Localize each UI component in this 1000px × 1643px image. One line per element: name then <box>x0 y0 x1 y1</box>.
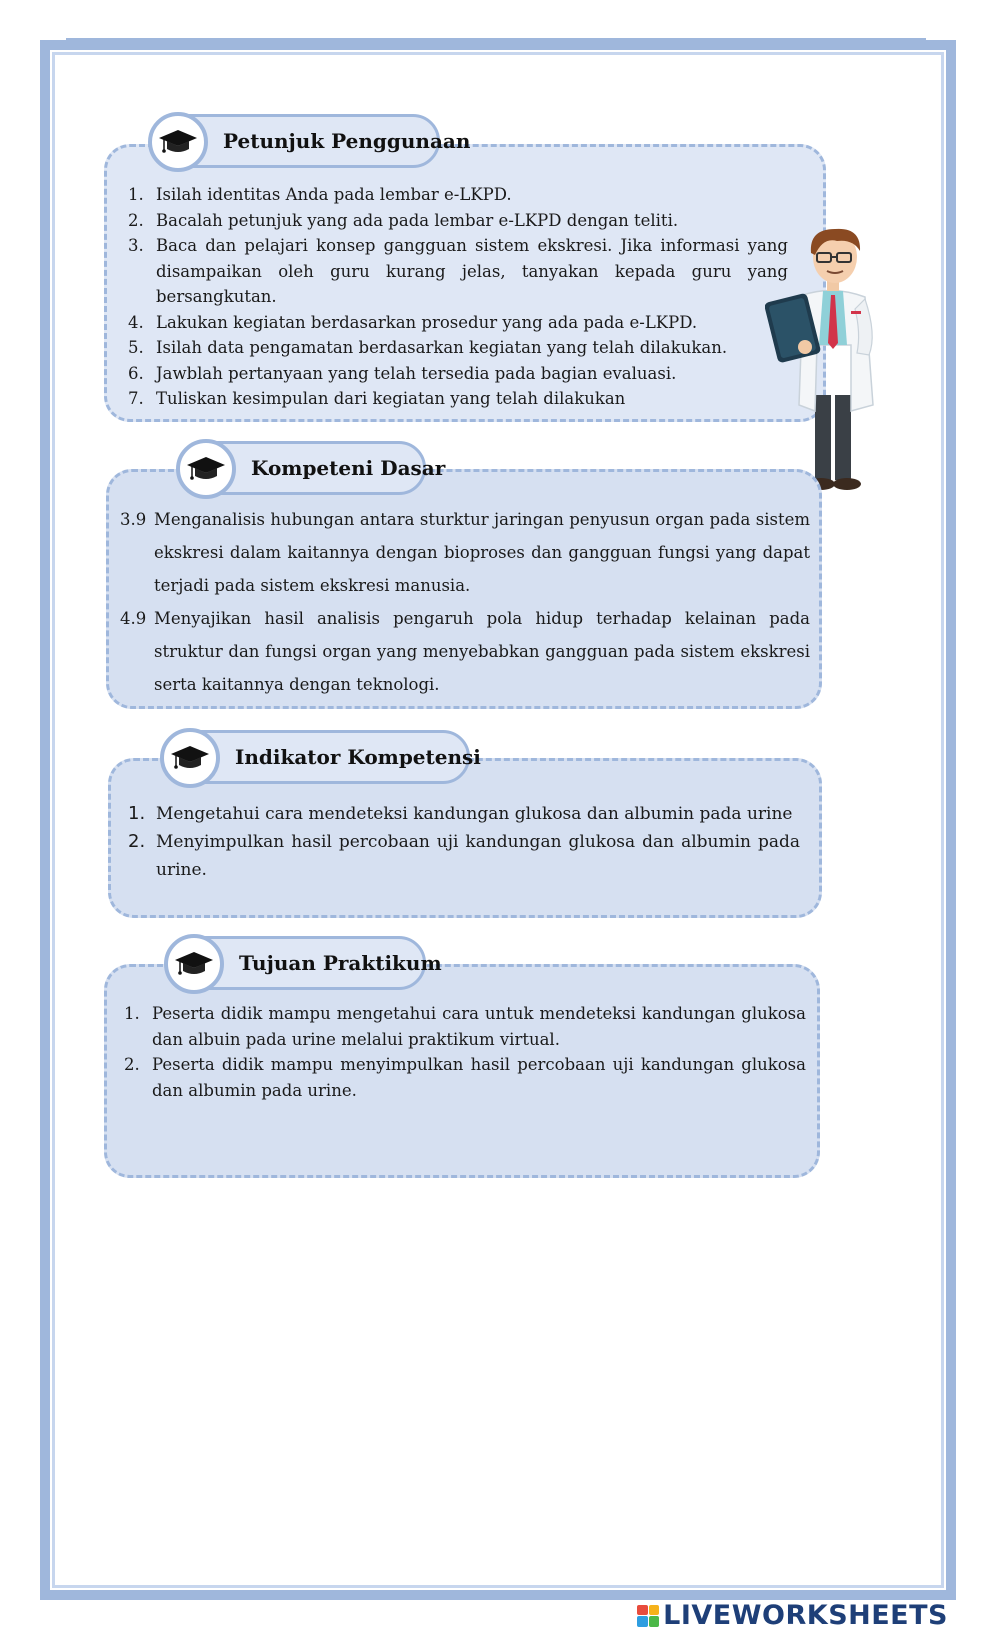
kompeteni-badge <box>176 439 236 499</box>
doctor-illustration <box>765 225 885 495</box>
graduation-cap-icon <box>186 455 226 483</box>
list-item: 1. Peserta didik mampu mengetahui cara untuk mendeteksi kandungan glukosa dan albuin pada urine melalui praktikum virtual. <box>124 1004 806 1049</box>
page-frame-bottom-bar <box>66 1592 926 1600</box>
petunjuk-title: Petunjuk Penggunaan <box>223 129 471 153</box>
list-item: 3.9 Menganalisis hubungan antara sturktur jaringan penyusun organ pada sistem ekskresi dalam kaitannya dengan bioproses dan gangguan fungsi yang dapat terjadi pada sistem ekskresi manusia. <box>120 510 810 595</box>
list-item: 2. Bacalah petunjuk yang ada pada lembar e-LKPD dengan teliti. <box>128 210 679 230</box>
indikator-badge <box>160 728 220 788</box>
graduation-cap-icon <box>170 744 210 772</box>
kompeteni-title: Kompeteni Dasar <box>251 456 446 480</box>
liveworksheets-icon <box>637 1605 659 1627</box>
list-item: 3. Baca dan pelajari konsep gangguan sistem ekskresi. Jika informasi yang disampaikan oleh guru kurang jelas, tanyakan kepada guru yang bersangkutan. <box>128 236 788 306</box>
petunjuk-list <box>120 182 788 412</box>
petunjuk-badge <box>148 112 208 172</box>
kompeteni-list <box>120 503 810 701</box>
tujuan-badge <box>164 934 224 994</box>
list-item: 2. Peserta didik mampu menyimpulkan hasil percobaan uji kandungan glukosa dan albumin pada urine. <box>124 1055 806 1100</box>
list-item: 4.9 Menyajikan hasil analisis pengaruh pola hidup terhadap kelainan pada struktur dan fungsi organ yang menyebabkan gangguan pada sistem ekskresi serta kaitannya dengan teknologi. <box>120 609 810 694</box>
list-item: 4. Lakukan kegiatan berdasarkan prosedur yang ada pada e-LKPD. <box>128 312 698 332</box>
footer-brand: LIVEWORKSHEETS <box>663 1600 948 1631</box>
graduation-cap-icon <box>174 950 214 978</box>
indikator-list <box>120 800 800 884</box>
graduation-cap-icon <box>158 128 198 156</box>
list-item: 6. Jawblah pertanyaan yang telah tersedia pada bagian evaluasi. <box>128 363 677 383</box>
liveworksheets-logo <box>637 1600 948 1631</box>
list-item: 1. Mengetahui cara mendeteksi kandungan glukosa dan albumin pada urine <box>128 803 793 824</box>
list-item: 1. Isilah identitas Anda pada lembar e-LKPD. <box>128 185 512 204</box>
list-item: 5. Isilah data pengamatan berdasarkan kegiatan yang telah dilakukan. <box>128 338 728 357</box>
list-item: 2. Menyimpulkan hasil percobaan uji kandungan glukosa dan albumin pada urine. <box>128 831 800 880</box>
indikator-title: Indikator Kompetensi <box>235 745 481 769</box>
tujuan-list <box>116 1001 806 1103</box>
tujuan-title: Tujuan Praktikum <box>239 951 442 975</box>
page-frame-top-bar <box>66 38 926 46</box>
list-item: 7. Tuliskan kesimpulan dari kegiatan yang telah dilakukan <box>128 389 626 408</box>
